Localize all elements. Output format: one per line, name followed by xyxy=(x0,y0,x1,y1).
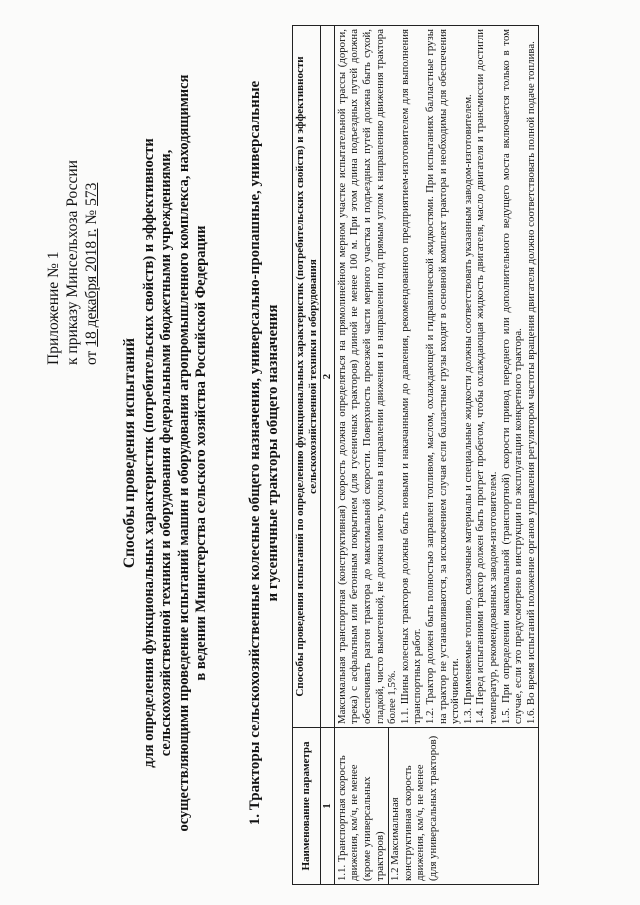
method-paragraph: 1.3. Применяемые топливо, смазочные материалы и специальные жидкости должны соответствовать указанным заводом-изготовителем. xyxy=(461,94,474,724)
title-line: осуществляющими проведение испытаний машин и оборудования агропромышленного комплекса, находящимися xyxy=(175,74,192,832)
rotated-content xyxy=(14,13,634,893)
column-number: 1 xyxy=(321,728,335,885)
section-heading xyxy=(246,53,282,853)
section-heading-line: 1. Тракторы сельскохозяйственные колесные общего назначения, универсально-пропашные, универсальные xyxy=(247,80,263,826)
title-line: для определения функциональных характеристик (потребительских свойств) и эффективности xyxy=(140,138,157,768)
parameter-cell xyxy=(334,728,539,885)
number-prefix: № xyxy=(83,209,100,225)
parameter-name: 1.2 Максимальная конструктивная скорость движения, км/ч, не менее xyxy=(389,764,427,881)
document-title xyxy=(121,53,211,853)
method-paragraph: 1.6. Во время испытаний положение органов управления регулятором частоты вращения двигателя должно соответствовать полной подаче топлива. xyxy=(524,41,537,724)
appendix-label: Приложение № 1 xyxy=(45,251,62,365)
column-number-row xyxy=(321,26,335,885)
requirements-table xyxy=(292,25,539,885)
title-line: сельскохозяйственной техники и оборудования федеральными бюджетными учреждениями, xyxy=(158,149,174,757)
column-number: 2 xyxy=(321,26,335,728)
title-line: в ведении Министерства сельского хозяйства Российской Федерации xyxy=(193,225,209,681)
table-row xyxy=(334,26,539,885)
date-prefix: от xyxy=(83,350,100,365)
parameter-name: (для универсальных тракторов) xyxy=(426,735,439,881)
method-paragraph: 1.5. При определении максимальной (транспортной) скорости привод переднего или дополнительного ведущего моста включается только в том случае, если это предусмотрено в инструкции по эксплуатации конкретного трактора. xyxy=(499,29,525,724)
method-paragraph: Максимальная транспортная (конструктивная) скорость должна определяться на прямолинейном мерном участке испытательной трассы (дороги, трека) с асфальтным или бетонным покрытием (для гусеничных тракторов) длиной не менее 100 м. При этом длина подъездных путей должна обеспечивать разгон трактора до максимальной скорости. Поверхность проезжей части мерного участка и подъездных путей должна быть сухой, гладкой, чисто выметенной, не должна иметь уклона в направлении движения и в направлении под прямым углом к направлению движения трактора более 1,5%. xyxy=(335,29,399,724)
method-paragraph: 1.4. Перед испытаниями трактор должен быть прогрет пробегом, чтобы охлаждающая жидкость двигателя, масло двигателя и трансмиссии достигли температур, рекомендованных заводом-изготовителем. xyxy=(474,29,499,724)
order-number: 573 xyxy=(83,182,100,206)
title-main: Способы проведения испытаний xyxy=(121,337,138,569)
parameter-name: 1.1. Транспортная скорость движения, км/ч, не менее (кроме универсальных тракторов) xyxy=(335,755,386,881)
method-paragraph: 1.2. Трактор должен быть полностью заправлен топливом, маслом, охлаждающей и гидравлической жидкостями. При испытаниях балластные грузы на трактор не устанавливаются, за исключением случая если балластные грузы входят в основной комплект трактора и необходимы для обеспечения устойчивости. xyxy=(423,29,462,724)
table-header-row xyxy=(293,26,321,885)
appendix-order: к приказу Минсельхоза России xyxy=(64,160,81,365)
order-date: 18 декабря 2018 г. xyxy=(83,228,100,347)
appendix-date-line xyxy=(82,45,101,365)
method-paragraph: 1.1. Шины колесных тракторов должны быть новыми и накачанными до давления, рекомендованного предприятием-изготовителем для выполнения транспортных работ. xyxy=(398,29,424,724)
method-cell xyxy=(334,26,539,728)
section-heading-line: и гусеничные тракторы общего назначения xyxy=(265,304,281,602)
appendix-block xyxy=(44,45,101,365)
header-methods: Способы проведения испытаний по определению функциональных характеристик (потребительских свойств) и эффективности сельскохозяйственной техники и оборудования xyxy=(293,26,321,728)
header-parameter: Наименование параметра xyxy=(293,728,321,885)
